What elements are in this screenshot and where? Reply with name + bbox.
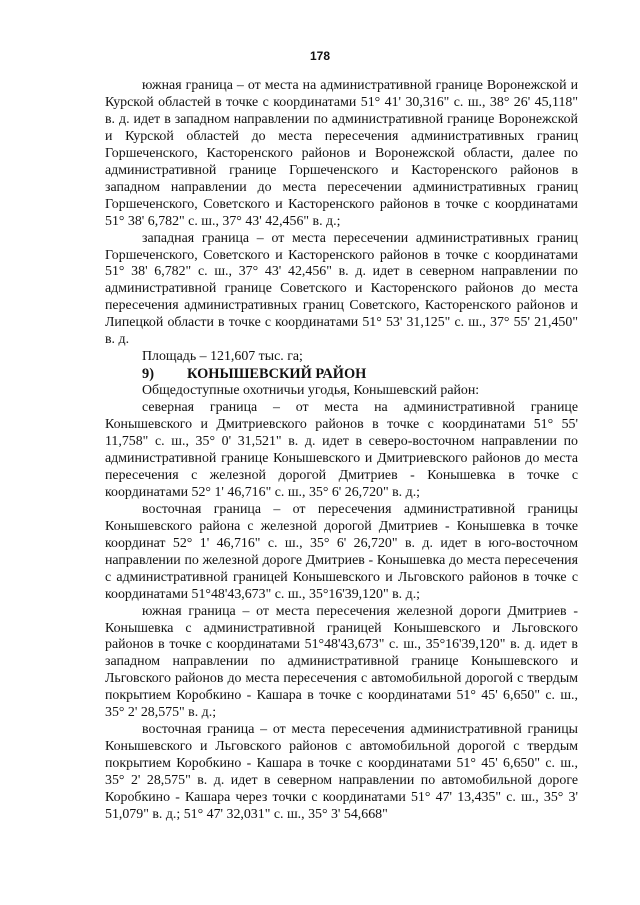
paragraph-north-border: северная граница – от места на административной границе Конышевского и Дмитриевского районов в точке с координатами 51° 55' 11,758" с. ш., 35° 0' 31,521" в. д. идет в северо-восточном направлении по административной границе Конышевского и Дмитриевского районов до места пересечения с железной дорогой Дмитриев - Конышевка в точке с координатами 52° 1' 46,716" с. ш., 35° 6' 26,720" в. д.; [105, 400, 578, 500]
section-title: КОНЫШЕВСКИЙ РАЙОН [187, 366, 367, 383]
area-line: Площадь – 121,607 тыс. га; [142, 349, 303, 365]
document-body [105, 78, 578, 824]
intro-line: Общедоступные охотничьи угодья, Конышевский район: [142, 383, 480, 399]
paragraph-east-border: восточная граница – от пересечения административной границы Конышевского района с железной дорогой Дмитриев - Конышевка в точке координат 52° 1' 46,716" с. ш., 35° 6' 26,720" в. д. идет в юго-восточном направлении по железной дороге Дмитриев - Конышевка до места пересечения с административной границей Конышевского и Льговского районов в точке с координатами 51°48'43,673" с. ш., 35°16'39,120" в. д.; [105, 501, 578, 602]
page-number: 178 [309, 49, 331, 63]
section-heading [105, 366, 578, 383]
paragraph-south-border: южная граница – от места на административной границе Воронежской и Курской областей в точке с координатами 51° 41' 30,316" с. ш., 38° 26' 45,118" в. д. идет в западном направлении по административной границе Воронежской и Курской областей до места пересечения административных границ Горшеченского, Касторенского районов и Воронежской области, далее по административной границе Горшеченского и Касторенского районов в западном направлении до места пересечении административных границ Горшеченского, Советского и Касторенского районов в точке с координатами 51° 38' 6,782" с. ш., 37° 43' 42,456" в. д.; [105, 78, 578, 229]
paragraph-south-border-2: южная граница – от места пересечения железной дороги Дмитриев - Конышевка с административной границей Конышевского и Льговского районов в точке с координатами 51°48'43,673" с. ш., 35°16'39,120" в. д. идет в западном направлении по административной границе Конышевского и Льговского районов до места пересечения с автомобильной дорогой с твердым покрытием Коробкино - Кашара в точке с координатами 51° 45' 6,650" с. ш., 35° 2' 28,575" в. д.; [105, 603, 578, 721]
paragraph-west-border: западная граница – от места пересечении административных границ Горшеченского, Советского и Касторенского районов в точке с координатами 51° 38' 6,782" с. ш., 37° 43' 42,456" в. д. идет в северном направлении по административной границе Советского и Касторенского районов до места пересечения административных границ Советского, Касторенского районов и Липецкой области в точке с координатами 51° 53' 31,125" с. ш., 37° 55' 21,450" в. д. [105, 230, 578, 348]
section-number: 9) [142, 366, 154, 383]
paragraph-east-border-2: восточная граница – от места пересечения административной границы Конышевского и Льговского районов с автомобильной дорогой с твердым покрытием Коробкино - Кашара в точке с координатами 51° 45' 6,650" с. ш., 35° 2' 28,575" в. д. идет в северном направлении по автомобильной дороге Коробкино - Кашара через точки с координатами 51° 47' 13,435" с. ш., 35° 3' 51,079" в. д.; 51° 47' 32,031" с. ш., 35° 3' 54,668" [105, 722, 578, 822]
